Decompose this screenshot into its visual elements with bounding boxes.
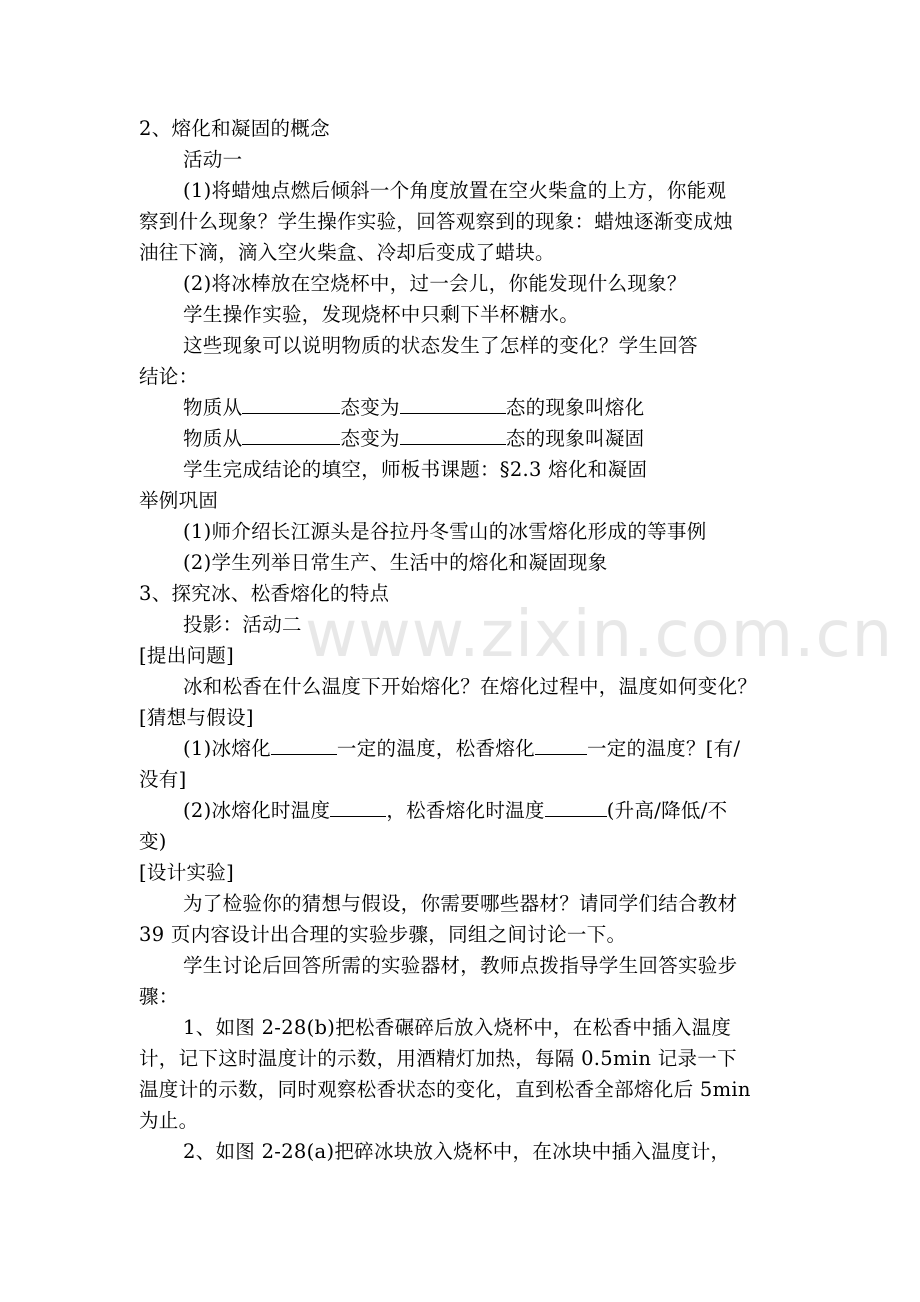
answer-blank[interactable] xyxy=(330,796,386,817)
answer-blank[interactable] xyxy=(400,393,506,414)
paragraph-line: 这些现象可以说明物质的状态发生了怎样的变化？学生回答 xyxy=(183,334,698,357)
answer-blank[interactable] xyxy=(400,424,506,445)
fill-in-line xyxy=(183,734,740,764)
watermark: www.zixin.com.cn xyxy=(305,598,894,672)
paragraph-line: 冰和松香在什么温度下开始熔化？在熔化过程中，温度如何变化？ xyxy=(183,675,758,698)
fill-text: 物质从 xyxy=(183,427,243,450)
bracket-heading: [猜想与假设] xyxy=(139,706,254,729)
answer-blank[interactable] xyxy=(271,734,337,755)
paragraph-line: 油往下滴，滴入空火柴盒、冷却后变成了蜡块。 xyxy=(139,241,555,264)
conclusion-label: 结论： xyxy=(139,365,199,388)
paragraph-line: 温度计的示数，同时观察松香状态的变化，直到松香全部熔化后 5min xyxy=(139,1078,751,1101)
fill-in-line xyxy=(183,393,644,423)
subheading: 举例巩固 xyxy=(139,489,219,512)
fill-text: 态的现象叫凝固 xyxy=(505,427,645,450)
activity-heading: 活动一 xyxy=(183,148,243,171)
fill-text: 态变为 xyxy=(340,427,400,450)
bracket-heading: [设计实验] xyxy=(139,861,235,884)
answer-blank[interactable] xyxy=(242,424,340,445)
paragraph-line: 骤： xyxy=(139,985,179,1008)
paragraph-line: 2、如图 2-28(a)把碎冰块放入烧杯中，在冰块中插入温度计， xyxy=(183,1140,731,1163)
paragraph-line: 39 页内容设计出合理的实验步骤，同组之间讨论一下。 xyxy=(139,923,627,946)
bracket-heading: [提出问题] xyxy=(139,644,235,667)
fill-text: 一定的温度，松香熔化 xyxy=(336,737,535,760)
fill-text: 物质从 xyxy=(183,396,243,419)
fill-text: (升高/降低/不 xyxy=(606,799,728,822)
fill-text: (1)冰熔化 xyxy=(183,737,271,760)
paragraph-line: (2)将冰棒放在空烧杯中，过一会儿，你能发现什么现象？ xyxy=(183,272,687,295)
fill-in-line xyxy=(183,424,644,454)
answer-blank[interactable] xyxy=(545,796,607,817)
paragraph-line: (2)学生列举日常生产、生活中的熔化和凝固现象 xyxy=(183,551,608,574)
fill-in-line xyxy=(183,796,727,826)
answer-blank[interactable] xyxy=(535,734,587,755)
fill-text: 态的现象叫熔化 xyxy=(505,396,645,419)
fill-text: 态变为 xyxy=(340,396,400,419)
section-heading: 3、探究冰、松香熔化的特点 xyxy=(139,582,390,605)
answer-blank[interactable] xyxy=(242,393,340,414)
fill-text: ，松香熔化时温度 xyxy=(386,799,545,822)
paragraph-line: 投影：活动二 xyxy=(183,613,302,636)
paragraph-line: (1)将蜡烛点燃后倾斜一个角度放置在空火柴盒的上方，你能观 xyxy=(183,179,727,202)
paragraph-line: 为了检验你的猜想与假设，你需要哪些器材？请同学们结合教材 xyxy=(183,892,738,915)
section-heading: 2、熔化和凝固的概念 xyxy=(139,117,330,140)
paragraph-line: 学生完成结论的填空，师板书课题：§2.3 熔化和凝固 xyxy=(183,458,648,481)
paragraph-line: 察到什么现象？学生操作实验，回答观察到的现象：蜡烛逐渐变成烛 xyxy=(139,210,734,233)
paragraph-line: 没有] xyxy=(139,768,187,791)
paragraph-line: 学生讨论后回答所需的实验器材，教师点拨指导学生回答实验步 xyxy=(183,954,738,977)
paragraph-line: 计，记下这时温度计的示数，用酒精灯加热，每隔 0.5min 记录一下 xyxy=(139,1047,737,1070)
paragraph-line: 变) xyxy=(139,830,167,853)
paragraph-line: 1、如图 2-28(b)把松香碾碎后放入烧杯中，在松香中插入温度 xyxy=(183,1016,732,1039)
paragraph-line: 为止。 xyxy=(139,1109,199,1132)
paragraph-line: (1)师介绍长江源头是谷拉丹冬雪山的冰雪熔化形成的等事例 xyxy=(183,520,707,543)
fill-text: (2)冰熔化时温度 xyxy=(183,799,331,822)
fill-text: 一定的温度？[有/ xyxy=(586,737,741,760)
paragraph-line: 学生操作实验，发现烧杯中只剩下半杯糖水。 xyxy=(183,303,580,326)
